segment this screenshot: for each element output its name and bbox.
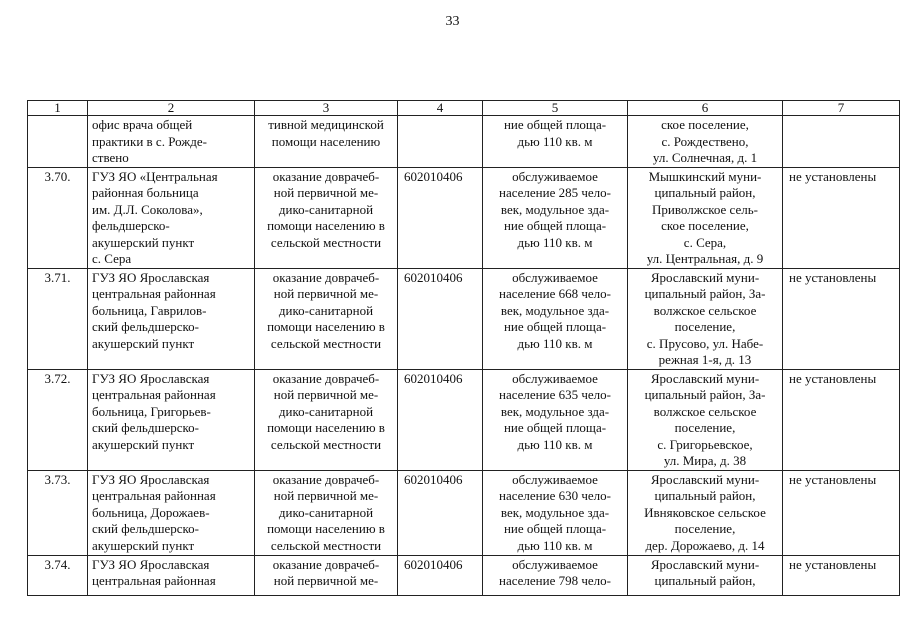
row-number-cell: 3.73. [28,470,88,555]
table-row [28,116,900,168]
address-cell-line: режная 1-я, д. 13 [658,352,752,367]
table-row [28,369,900,470]
facility-description-cell-line: век, модульное зда- [500,201,610,217]
facility-description-cell-line: дью 110 кв. м [517,133,593,149]
organization-name-cell [88,268,255,369]
address-cell-line: Приволжское сель- [651,201,758,217]
service-description-cell-line: помощи населению [271,133,381,149]
organization-name-cell-line: ствено [92,150,129,165]
table-row [28,167,900,268]
facilities-table [27,100,900,596]
facility-description-cell-line: население 285 чело- [499,185,611,200]
service-description-cell-line: помощи населению в [267,319,385,334]
row-number-cell: 3.71. [28,268,88,369]
organization-name-cell-line: центральная районная [92,387,216,402]
address-cell-line: ул. Солнечная, д. 1 [652,150,758,165]
address-cell-line: Мышкинский муни- [648,168,762,184]
facility-description-cell-line: век, модульное зда- [500,504,610,520]
organization-name-cell-line: акушерский пункт [92,335,195,351]
facility-description-cell-line: обслуживаемое [512,471,598,487]
organization-name-cell [88,116,255,168]
row-number-cell: 3.74. [28,555,88,595]
code-cell: 602010406 [398,470,483,555]
facility-description-cell-line: ние общей площа- [503,420,607,435]
code-cell: 602010406 [398,555,483,595]
code-cell: 602010406 [398,167,483,268]
facility-description-cell-line: обслуживаемое [512,269,598,285]
address-cell-line: Ярославский муни- [650,370,760,386]
service-description-cell-line: сельской местности [270,234,382,250]
organization-name-cell-line: больница, Гаврилов- [92,302,207,318]
header-cell: 7 [783,101,900,116]
table-row [28,470,900,555]
table-header-row [28,101,900,116]
service-description-cell [255,555,398,595]
organization-name-cell-line: ГУЗ ЯО Ярославская [92,556,210,572]
organization-name-cell [88,555,255,595]
table-row [28,268,900,369]
service-description-cell-line: тивной медицинской [268,117,384,132]
organization-name-cell-line: центральная районная [92,573,216,588]
status-cell [783,116,900,168]
organization-name-cell-line: ГУЗ ЯО Ярославская [92,471,210,487]
address-cell-line: с. Сера, [683,234,727,250]
header-cell: 2 [88,101,255,116]
facility-description-cell-line: ние общей площа- [503,117,607,132]
page-number: 33 [445,14,460,29]
header-cell: 1 [28,101,88,116]
service-description-cell-line: ной первичной ме- [273,488,379,503]
address-cell-line: поселение, [674,521,736,536]
organization-name-cell-line: им. Д.Л. Соколова», [92,201,203,217]
service-description-cell-line: сельской местности [270,335,382,351]
facility-description-cell-line: век, модульное зда- [500,403,610,419]
row-number-cell: 3.72. [28,369,88,470]
facility-description-cell-line: население 630 чело- [499,488,611,503]
address-cell-line: дер. Дорожаево, д. 14 [645,537,765,553]
service-description-cell-line: ной первичной ме- [273,573,379,588]
header-cell: 3 [255,101,398,116]
address-cell [628,167,783,268]
organization-name-cell-line: районная больница [92,185,199,200]
service-description-cell-line: ной первичной ме- [273,185,379,200]
organization-name-cell-line: больница, Дорожаев- [92,504,210,520]
service-description-cell-line: сельской местности [270,537,382,553]
organization-name-cell-line: ский фельдшерско- [92,521,200,536]
facility-description-cell-line: население 635 чело- [499,387,611,402]
facility-description-cell [483,555,628,595]
organization-name-cell-line: ГУЗ ЯО Ярославская [92,370,210,386]
service-description-cell-line: помощи населению в [267,218,385,233]
address-cell [628,116,783,168]
organization-name-cell-line: больница, Григорьев- [92,403,211,419]
status-cell: не установлены [783,167,900,268]
address-cell-line: ул. Центральная, д. 9 [646,251,764,266]
address-cell-line: ципальный район, [654,488,756,503]
facility-description-cell-line: обслуживаемое [512,370,598,386]
address-cell-line: Ярославский муни- [650,556,760,572]
status-cell: не установлены [783,470,900,555]
facility-description-cell-line: население 798 чело- [499,573,611,588]
code-cell: 602010406 [398,268,483,369]
address-cell-line: ул. Мира, д. 38 [663,453,747,468]
address-cell-line: с. Григорьевское, [657,436,753,452]
organization-name-cell-line: с. Сера [92,251,132,266]
facility-description-cell [483,116,628,168]
address-cell-line: Ярославский муни- [650,471,760,487]
address-cell-line: ципальный район, [654,573,756,588]
organization-name-cell-line: офис врача общей [92,117,193,132]
code-cell: 602010406 [398,369,483,470]
facility-description-cell-line: дью 110 кв. м [517,335,593,351]
organization-name-cell [88,470,255,555]
service-description-cell-line: дико-санитарной [278,403,374,419]
service-description-cell [255,268,398,369]
address-cell-line: ское поселение, [661,117,749,132]
organization-name-cell-line: акушерский пункт [92,436,195,452]
organization-name-cell-line: ГУЗ ЯО Ярославская [92,269,210,285]
address-cell-line: волжское сельское [653,403,757,419]
facility-description-cell-line: дью 110 кв. м [517,436,593,452]
header-cell: 4 [398,101,483,116]
organization-name-cell-line: ГУЗ ЯО «Центральная [92,168,218,184]
address-cell [628,470,783,555]
organization-name-cell-line: акушерский пункт [92,234,195,250]
organization-name-cell-line: центральная районная [92,488,216,503]
organization-name-cell-line: ский фельдшерско- [92,420,200,435]
address-cell-line: ципальный район, За- [644,387,766,402]
facility-description-cell-line: ние общей площа- [503,319,607,334]
service-description-cell-line: оказание доврачеб- [272,556,380,572]
facility-description-cell [483,369,628,470]
address-cell [628,369,783,470]
address-cell-line: ципальный район, [654,185,756,200]
facility-description-cell-line: ние общей площа- [503,218,607,233]
service-description-cell-line: сельской местности [270,436,382,452]
service-description-cell [255,116,398,168]
service-description-cell-line: помощи населению в [267,420,385,435]
service-description-cell-line: оказание доврачеб- [272,370,380,386]
service-description-cell-line: ной первичной ме- [273,286,379,301]
organization-name-cell [88,167,255,268]
facility-description-cell-line: век, модульное зда- [500,302,610,318]
service-description-cell [255,470,398,555]
facility-description-cell-line: дью 110 кв. м [517,537,593,553]
facility-description-cell [483,268,628,369]
service-description-cell-line: оказание доврачеб- [272,269,380,285]
status-cell: не установлены [783,555,900,595]
address-cell-line: с. Прусово, ул. Набе- [646,335,764,351]
organization-name-cell-line: фельдшерско- [92,218,170,233]
facility-description-cell-line: дью 110 кв. м [517,234,593,250]
service-description-cell [255,167,398,268]
status-cell: не установлены [783,369,900,470]
address-cell-line: Ивняковское сельское [644,504,766,520]
address-cell-line: поселение, [674,420,736,435]
row-number-cell [28,116,88,168]
service-description-cell-line: оказание доврачеб- [272,471,380,487]
service-description-cell-line: дико-санитарной [278,504,374,520]
code-cell [398,116,483,168]
address-cell-line: ское поселение, [661,218,749,233]
table-row [28,555,900,595]
facility-description-cell [483,470,628,555]
service-description-cell-line: дико-санитарной [278,302,374,318]
organization-name-cell-line: центральная районная [92,286,216,301]
service-description-cell-line: помощи населению в [267,521,385,536]
address-cell-line: волжское сельское [653,302,757,318]
service-description-cell-line: ной первичной ме- [273,387,379,402]
address-cell-line: поселение, [674,319,736,334]
address-cell [628,555,783,595]
service-description-cell-line: дико-санитарной [278,201,374,217]
facility-description-cell [483,167,628,268]
organization-name-cell-line: практики в с. Рожде- [92,133,207,149]
address-cell-line: Ярославский муни- [650,269,760,285]
organization-name-cell [88,369,255,470]
header-cell: 6 [628,101,783,116]
header-cell: 5 [483,101,628,116]
facility-description-cell-line: обслуживаемое [512,168,598,184]
address-cell [628,268,783,369]
facility-description-cell-line: ние общей площа- [503,521,607,536]
organization-name-cell-line: акушерский пункт [92,537,195,553]
service-description-cell-line: оказание доврачеб- [272,168,380,184]
organization-name-cell-line: ский фельдшерско- [92,319,200,334]
address-cell-line: ципальный район, За- [644,286,766,301]
service-description-cell [255,369,398,470]
facility-description-cell-line: обслуживаемое [512,556,598,572]
status-cell: не установлены [783,268,900,369]
facility-description-cell-line: население 668 чело- [499,286,611,301]
address-cell-line: с. Рождествено, [661,133,749,149]
row-number-cell: 3.70. [28,167,88,268]
